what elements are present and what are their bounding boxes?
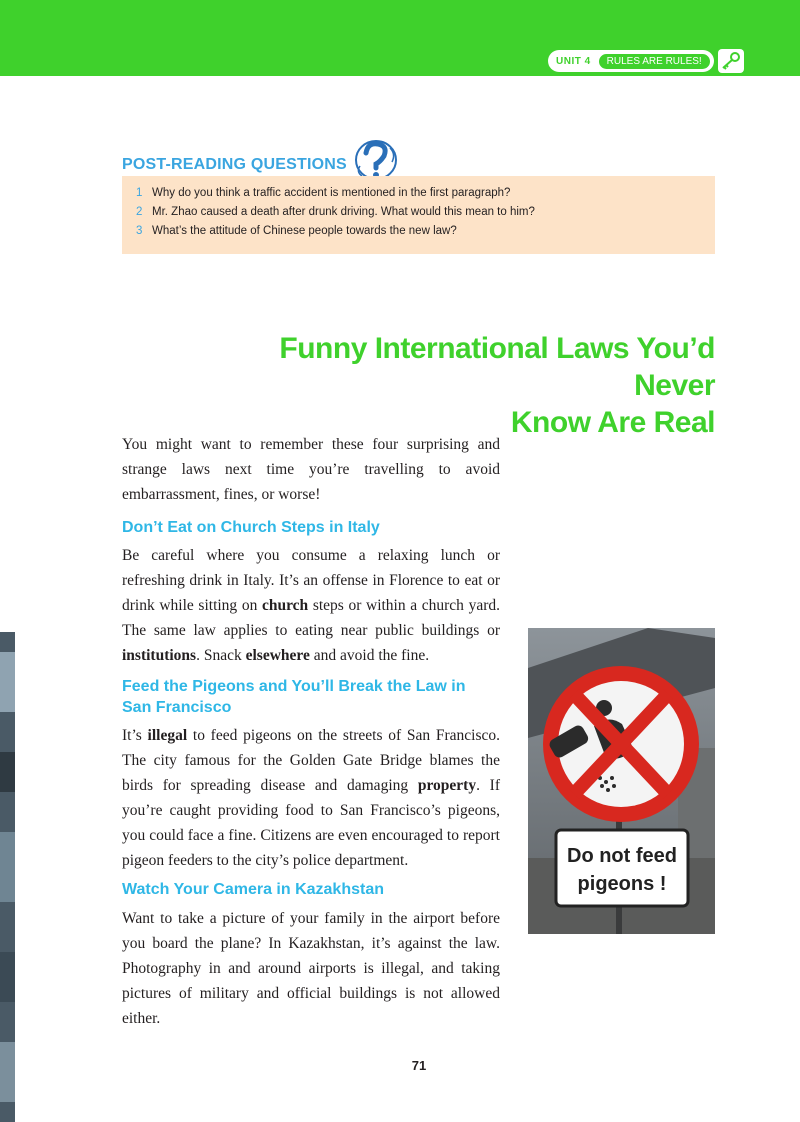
article-title-line1: Funny International Laws You’d Never <box>279 332 715 402</box>
article-title-line2: Know Are Real <box>510 406 715 439</box>
section-heading-kazakhstan: Watch Your Camera in Kazakhstan <box>122 881 384 898</box>
sign-text-line1: Do not feed <box>567 845 677 867</box>
page-number: 71 <box>411 1058 427 1073</box>
text-run: . If you’re caught providing food to San Francisco’s pigeons, you could face a fine. Citizens are even encouraged to report pigeon feeders to the city’s police department. <box>122 777 500 869</box>
sign-text-line2: pigeons ! <box>577 873 667 895</box>
question-text: Mr. Zhao caused a death after drunk driving. What would this mean to him? <box>152 206 535 218</box>
question-item <box>136 203 715 222</box>
heading-line: Feed the Pigeons and You’ll Break the Law in <box>122 678 466 695</box>
vocab-word: property <box>417 777 477 794</box>
text-run: . Snack <box>196 647 246 664</box>
vocab-word: elsewhere <box>245 647 310 664</box>
question-item <box>136 222 715 241</box>
decorative-edge-photo <box>0 632 15 1122</box>
question-text: Why do you think a traffic accident is mentioned in the first paragraph? <box>152 187 511 199</box>
vocab-word: institutions <box>122 647 197 664</box>
question-text: What’s the attitude of Chinese people towards the new law? <box>152 225 457 237</box>
vocab-word: illegal <box>147 727 188 744</box>
unit-title: RULES ARE RULES! <box>599 54 710 69</box>
question-number: 2 <box>136 206 143 218</box>
section-heading-san-francisco <box>122 676 500 718</box>
unit-label: UNIT 4 <box>556 55 591 67</box>
article-title <box>200 330 715 441</box>
section-paragraph-san-francisco <box>122 723 500 873</box>
section-paragraph-italy <box>122 543 500 668</box>
key-icon <box>718 49 744 73</box>
intro-paragraph: You might want to remember these four surprising and strange laws next time you’re travelling to avoid embarrassment, fines, or worse! <box>122 436 500 503</box>
question-number: 1 <box>136 187 143 199</box>
unit-tag <box>548 50 714 72</box>
section-heading-italy: Don’t Eat on Church Steps in Italy <box>122 519 380 536</box>
text-run: It’s <box>122 727 148 744</box>
vocab-word: church <box>261 597 309 614</box>
text-run: steps or within a church yard. The same law applies to eating near public buildings or <box>122 597 500 639</box>
section-paragraph-kazakhstan: Want to take a picture of your family in the airport before you board the plane? In Kazakhstan, it’s against the law. Photography in and around airports is illegal, and taking pictures of military and official buildings is not allowed either. <box>122 910 500 1027</box>
heading-line: San Francisco <box>122 699 232 716</box>
post-reading-title: POST-READING QUESTIONS <box>122 156 347 173</box>
question-number: 3 <box>136 225 143 237</box>
post-reading-box <box>122 176 715 254</box>
question-item <box>136 184 715 203</box>
text-run: and avoid the fine. <box>309 647 430 664</box>
no-feeding-pigeons-photo <box>528 628 715 934</box>
text-run: to feed pigeons on the streets of San Francisco. The city famous for the Golden Gate Bridge blames the birds for spreading disease and damaging <box>122 727 500 794</box>
text-run: Be careful where you consume a relaxing lunch or refreshing drink in Italy. It’s an offense in Florence to eat or drink while sitting on <box>122 547 500 614</box>
